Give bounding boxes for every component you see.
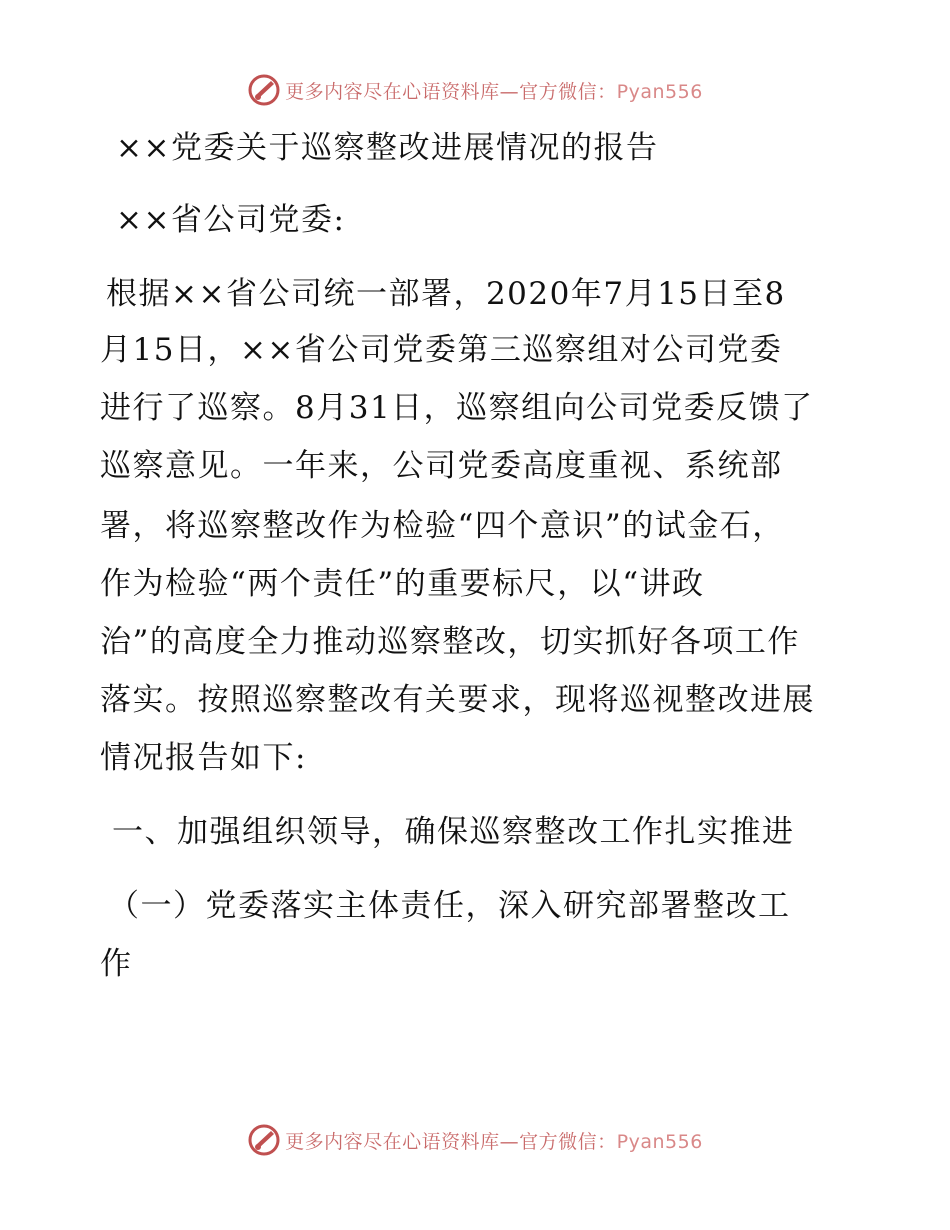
paragraph-line: 作为检验“两个责任”的重要标尺，以“讲政 (100, 566, 705, 602)
paragraph-line: 根据××省公司统一部署，2020年7月15日至8 (106, 276, 786, 312)
paragraph-line: 进行了巡察。8月31日，巡察组向公司党委反馈了 (100, 390, 814, 426)
watermark-header (0, 72, 950, 108)
salutation: ××省公司党委: (116, 202, 346, 238)
section-heading: 一、加强组织领导，确保巡察整改工作扎实推进 (112, 814, 795, 850)
watermark-id: Pyan556 (616, 1130, 703, 1153)
paragraph-line: 落实。按照巡察整改有关要求，现将巡视整改进展 (100, 682, 815, 718)
subsection-heading-line: 作 (100, 946, 133, 982)
paragraph-line: 治”的高度全力推动巡察整改，切实抓好各项工作 (100, 624, 800, 660)
subsection-heading-line: （一）党委落实主体责任，深入研究部署整改工 (108, 888, 791, 924)
watermark-footer (0, 1122, 950, 1158)
watermark-text: 更多内容尽在心语资料库—官方微信：Pyan556 (285, 80, 703, 103)
watermark-text: 更多内容尽在心语资料库—官方微信：Pyan556 (285, 1130, 703, 1153)
seal-logo-icon (247, 1123, 281, 1157)
paragraph-line: 署，将巡察整改作为检验“四个意识”的试金石， (100, 508, 785, 544)
paragraph-line: 巡察意见。一年来，公司党委高度重视、系统部 (100, 448, 783, 484)
paragraph-line: 月15日，××省公司党委第三巡察组对公司党委 (100, 332, 783, 368)
paragraph-line: 情况报告如下: (100, 740, 307, 776)
seal-logo-icon (247, 73, 281, 107)
watermark-id: Pyan556 (616, 80, 703, 103)
document-title: ××党委关于巡察整改进展情况的报告 (116, 130, 659, 166)
